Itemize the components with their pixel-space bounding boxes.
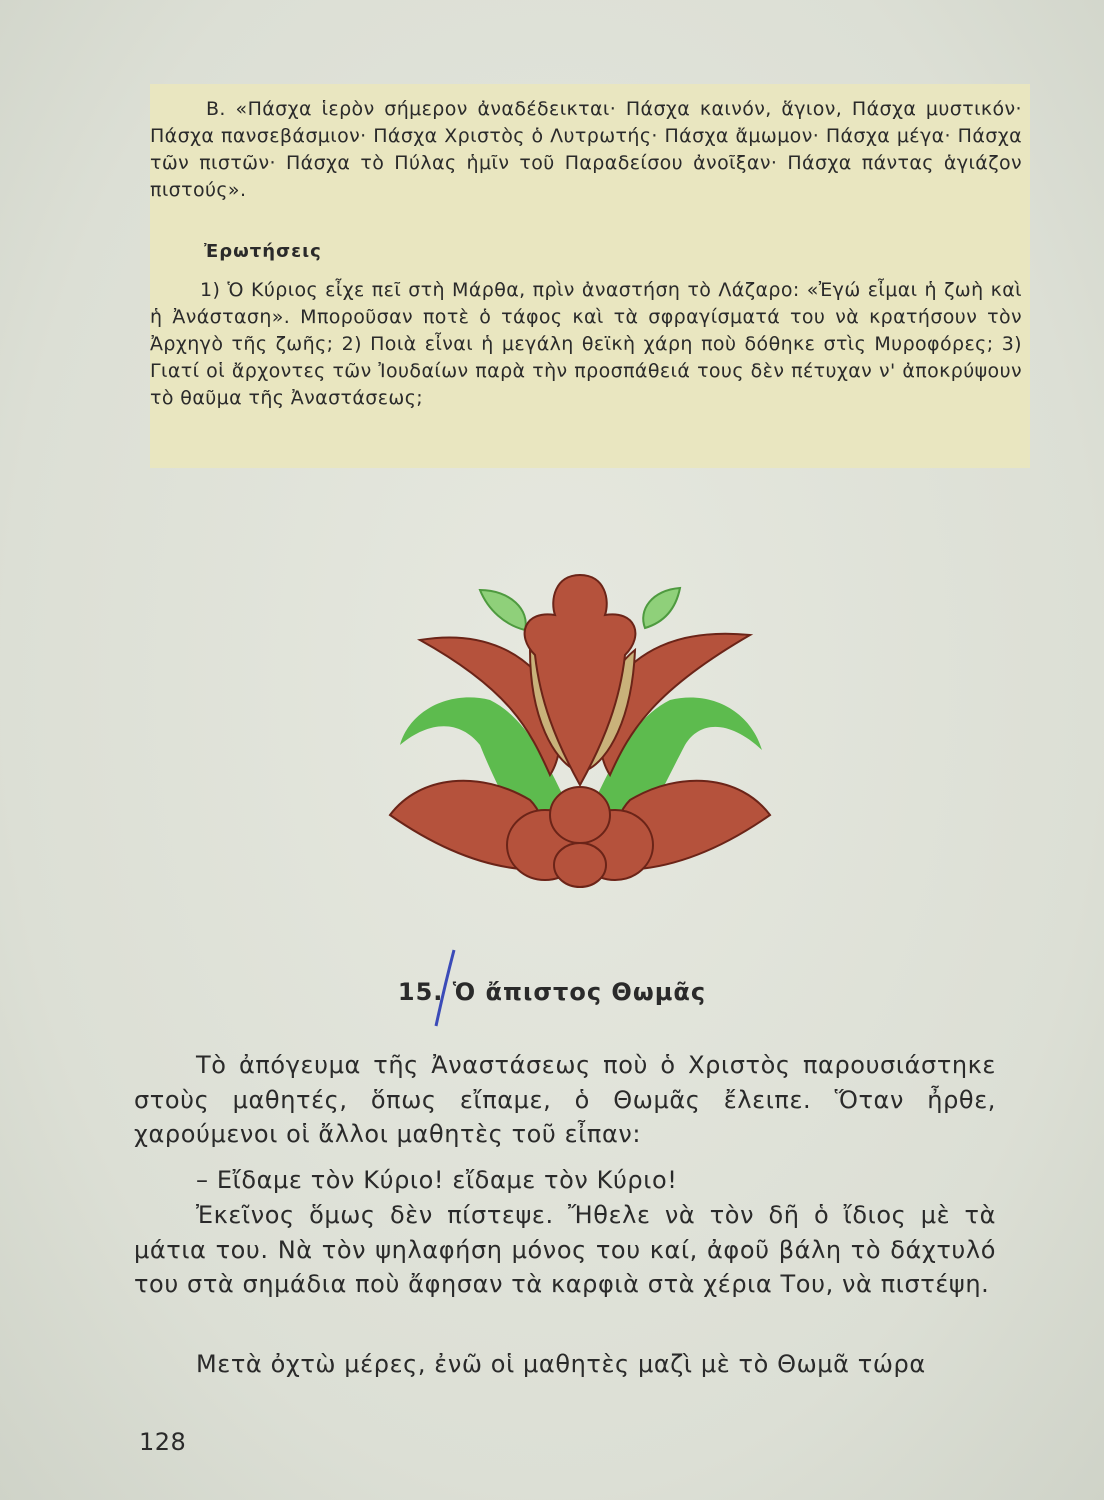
lesson-title: 15. Ὁ ἄπιστος Θωμᾶς	[397, 978, 707, 1006]
lesson-paragraph: Τὸ ἀπόγευμα τῆς Ἀναστάσεως ποὺ ὁ Χριστὸς παρουσιάστηκε στοὺς μαθητές, ὅπως εἴπαμε, ὁ Θωμᾶς ἔλειπε. Ὅταν ἦρθε, χαρούμενοι οἱ ἄλλοι μαθητὲς τοῦ εἶπαν:	[134, 1051, 996, 1148]
left-sprout	[480, 590, 526, 630]
lesson-paragraph: Ἐκεῖνος ὅμως δὲν πίστεψε. Ἤθελε νὰ τὸν δῆ ὁ ἴδιος μὲ τὰ μάτια του. Νὰ τὸν ψηλαφήση μόνος του καί, ἀφοῦ βάλη τὸ δάχτυλό του στὰ σημάδια ποὺ ἄφησαν τὰ καρφιὰ στὰ χέρια Του, νὰ πιστέψη.	[134, 1201, 996, 1298]
right-sprout	[643, 588, 680, 628]
lesson-paragraph: Μετὰ ὀχτὼ μέρες, ἐνῶ οἱ μαθητὲς μαζὶ μὲ τὸ Θωμᾶ τώρα	[196, 1350, 926, 1378]
page-number: 128	[139, 1428, 187, 1456]
lotus-flower-ornament-icon	[380, 570, 780, 900]
reading-paragraph-b: Β. «Πάσχα ἱερὸν σήμερον ἀναδέδεικται· Πάσχα καινόν, ἅγιον, Πάσχα μυστικόν· Πάσχα πανσεβάσμιον· Πάσχα Χριστὸς ὁ Λυτρωτής· Πάσχα ἄμωμον· Πάσχα μέγα· Πάσχα τῶν πιστῶν· Πάσχα τὸ Πύλας ἡμῖν τοῦ Παραδείσου ἀνοῖξαν· Πάσχα πάντας ἁγιάζον πιστούς».	[150, 98, 1022, 201]
lesson-paragraph: – Εἴδαμε τὸν Κύριο! εἴδαμε τὸν Κύριο!	[196, 1166, 678, 1194]
questions-heading: Ἐρωτήσεις	[204, 241, 322, 262]
lower-base-bulb	[554, 843, 606, 887]
center-base-bulb	[550, 787, 610, 843]
pen-mark-icon	[430, 948, 460, 1028]
questions-text: 1) Ὁ Κύριος εἶχε πεῖ στὴ Μάρθα, πρὶν ἀναστήση τὸ Λάζαρο: «Ἐγώ εἶμαι ἡ ζωὴ καὶ ἡ Ἀνάσταση». Μποροῦσαν ποτὲ ὁ τάφος καὶ τὰ σφραγίσματά του νὰ κρατήσουν τὸν Ἀρχηγὸ τῆς ζωῆς; 2) Ποιὰ εἶναι ἡ μεγάλη θεϊκὴ χάρη ποὺ δόθηκε στὶς Μυροφόρες; 3) Γιατί οἱ ἄρχοντες τῶν Ἰουδαίων παρὰ τὴν προσπάθειά τους δὲν πέτυχαν ν' ἀποκρύψουν τὸ θαῦμα τῆς Ἀναστάσεως;	[150, 279, 1022, 409]
